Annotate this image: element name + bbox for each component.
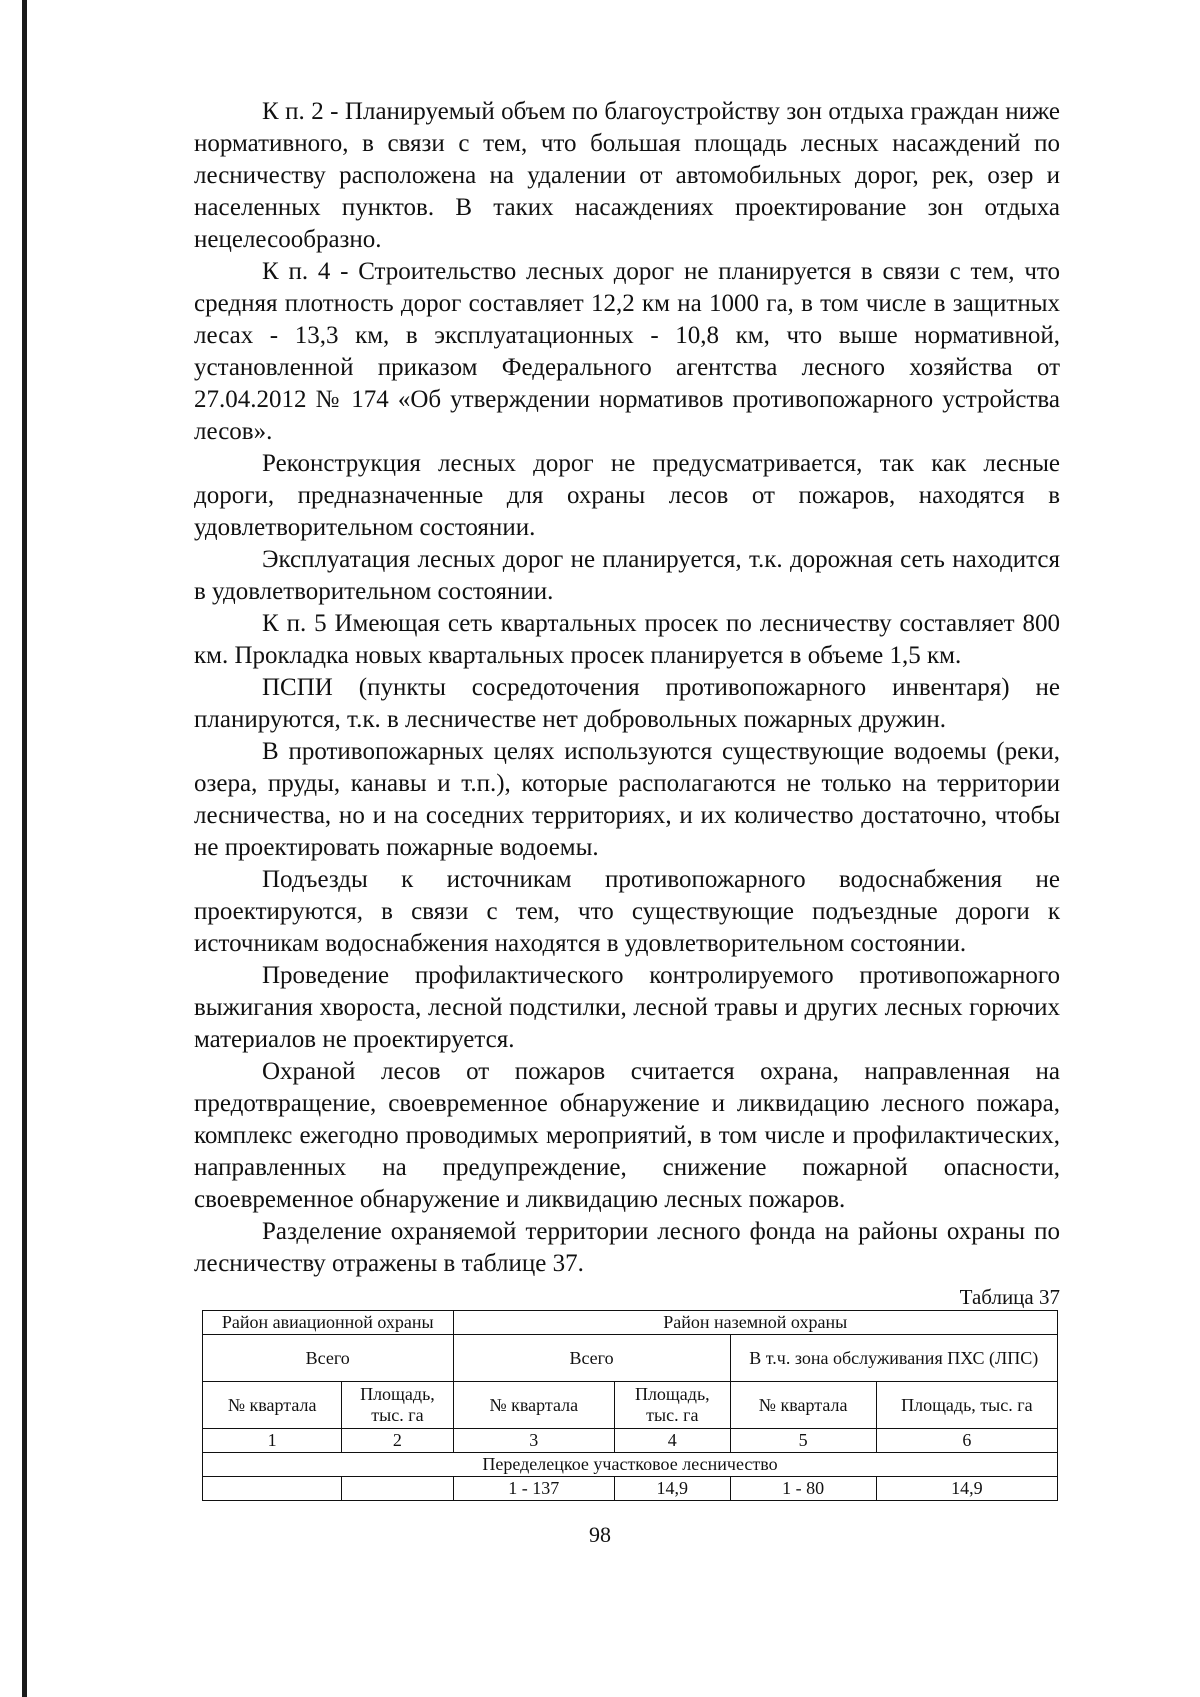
page-number: 98 [589, 1522, 611, 1547]
table-cell: 1 - 137 [453, 1477, 615, 1501]
column-number: 2 [342, 1429, 453, 1453]
paragraph: ПСПИ (пункты сосредоточения противопожарного инвентаря) не планируются, т.к. в лесничестве нет добровольных пожарных дружин. [194, 674, 1060, 733]
paragraph: К п. 4 - Строительство лесных дорог не планируется в связи с тем, что средняя плотность дорог составляет 12,2 км на 1000 га, в том числе в защитных лесах - 13,3 км, в эксплуатационных - 10,8 км, что выше нормативной, установленной приказом Федерального агентства лесного хозяйства от 27.04.2012 № 174 «Об утверждении нормативов противопожарного устройства лесов». [194, 258, 1060, 445]
header-area: Площадь, тыс. га [342, 1382, 453, 1429]
table-cell: 14,9 [615, 1477, 730, 1501]
paragraph: Эксплуатация лесных дорог не планируется, т.к. дорожная сеть находится в удовлетворительном состоянии. [194, 546, 1060, 605]
header-total-ground: Всего [453, 1335, 730, 1382]
header-ground: Район наземной охраны [453, 1311, 1058, 1335]
paragraph: Реконструкция лесных дорог не предусматривается, так как лесные дороги, предназначенные для охраны лесов от пожаров, находятся в удовлетворительном состоянии. [194, 450, 1060, 541]
paragraph: Проведение профилактического контролируемого противопожарного выжигания хвороста, лесной подстилки, лесной травы и других лесных горючих материалов не проектируется. [194, 962, 1060, 1053]
section-row [203, 1453, 1058, 1477]
header-kvartal: № квартала [203, 1382, 342, 1429]
page-content [194, 96, 1060, 1501]
column-number: 5 [730, 1429, 876, 1453]
header-aviation: Район авиационной охраны [203, 1311, 454, 1335]
paragraph: К п. 2 - Планируемый объем по благоустройству зон отдыха граждан ниже нормативного, в связи с тем, что большая площадь лесных насаждений по лесничеству расположена на удалении от автомобильных дорог, рек, озер и населенных пунктов. В таких насаждениях проектирование зон отдыха нецелесообразно. [194, 98, 1060, 253]
table-cell: 14,9 [876, 1477, 1057, 1501]
paragraph: Охраной лесов от пожаров считается охрана, направленная на предотвращение, своевременное обнаружение и ликвидацию лесного пожара, комплекс ежегодно проводимых мероприятий, в том числе и профилактических, направленных на предупреждение, снижение пожарной опасности, своевременное обнаружение и ликвидацию лесных пожаров. [194, 1058, 1060, 1213]
header-incl-zone: В т.ч. зона обслуживания ПХС (ЛПС) [730, 1335, 1057, 1382]
table-caption: Таблица 37 [959, 1285, 1060, 1309]
forest-protection-table [202, 1310, 1058, 1501]
paragraph: Разделение охраняемой территории лесного фонда на районы охраны по лесничеству отражены в таблице 37. [194, 1218, 1060, 1277]
column-number: 6 [876, 1429, 1057, 1453]
column-number: 1 [203, 1429, 342, 1453]
section-title: Переделецкое участковое лесничество [203, 1453, 1058, 1477]
header-area: Площадь, тыс. га [615, 1382, 730, 1429]
column-number: 3 [453, 1429, 615, 1453]
column-number-row [203, 1429, 1058, 1453]
header-total-aviation: Всего [203, 1335, 454, 1382]
table-header-row [203, 1382, 1058, 1429]
paragraph: Подъезды к источникам противопожарного водоснабжения не проектируются, в связи с тем, что существующие подъездные дороги к источникам водоснабжения находятся в удовлетворительном состоянии. [194, 866, 1060, 957]
table-cell [203, 1477, 342, 1501]
column-number: 4 [615, 1429, 730, 1453]
paragraph: К п. 5 Имеющая сеть квартальных просек по лесничеству составляет 800 км. Прокладка новых квартальных просек планируется в объеме 1,5 км. [194, 610, 1060, 669]
table-header-row [203, 1335, 1058, 1382]
table-cell: 1 - 80 [730, 1477, 876, 1501]
table-header-row [203, 1311, 1058, 1335]
header-area-inline: Площадь, тыс. га [876, 1382, 1057, 1429]
paragraph: В противопожарных целях используются существующие водоемы (реки, озера, пруды, канавы и т.п.), которые располагаются не только на территории лесничества, но и на соседних территориях, и их количество достаточно, чтобы не проектировать пожарные водоемы. [194, 738, 1060, 861]
table-cell [342, 1477, 453, 1501]
header-kvartal: № квартала [730, 1382, 876, 1429]
table-row [203, 1477, 1058, 1501]
scan-edge [22, 0, 27, 1697]
header-kvartal: № квартала [453, 1382, 615, 1429]
